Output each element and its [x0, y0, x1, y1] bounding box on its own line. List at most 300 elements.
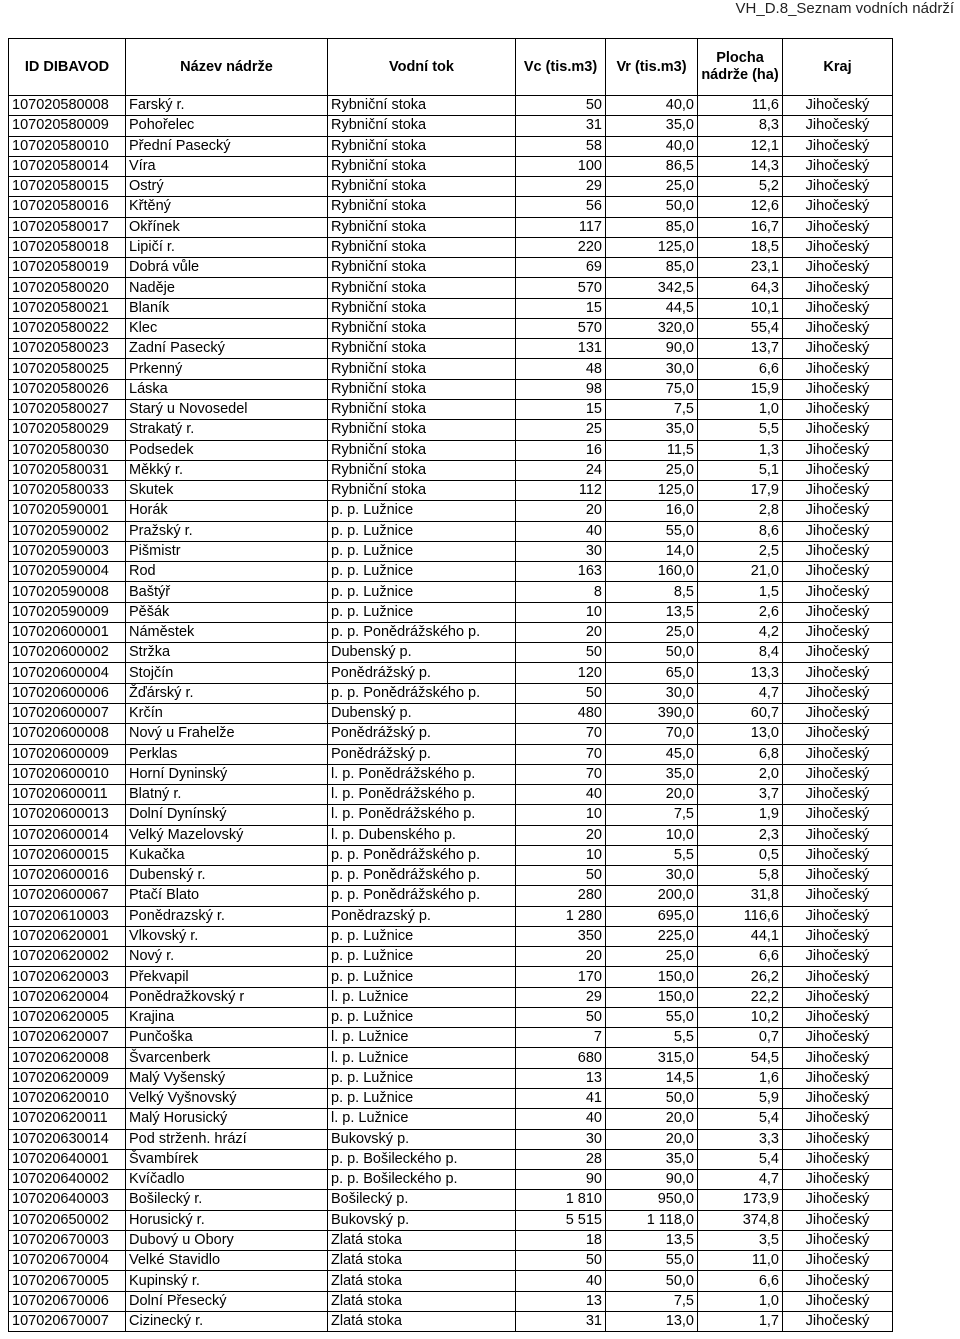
- cell-vr: 85,0: [606, 258, 698, 278]
- table-row: [9, 562, 893, 582]
- cell-region: Jihočeský: [783, 825, 893, 845]
- cell-area: 1,0: [698, 1291, 783, 1311]
- cell-stream: Rybniční stoka: [328, 156, 516, 176]
- cell-vc: 50: [516, 1251, 606, 1271]
- header-region: Kraj: [783, 39, 893, 96]
- cell-vc: 30: [516, 541, 606, 561]
- table-row: [9, 1311, 893, 1331]
- table-row: [9, 1251, 893, 1271]
- cell-region: Jihočeský: [783, 703, 893, 723]
- cell-region: Jihočeský: [783, 1190, 893, 1210]
- cell-vr: 150,0: [606, 967, 698, 987]
- cell-stream: l. p. Lužnice: [328, 1048, 516, 1068]
- cell-name: Dubenský r.: [126, 866, 328, 886]
- cell-id: 107020590004: [9, 562, 126, 582]
- cell-area: 26,2: [698, 967, 783, 987]
- cell-area: 13,7: [698, 339, 783, 359]
- cell-id: 107020650002: [9, 1210, 126, 1230]
- cell-name: Pod strženh. hrází: [126, 1129, 328, 1149]
- cell-region: Jihočeský: [783, 359, 893, 379]
- cell-vr: 7,5: [606, 399, 698, 419]
- cell-vc: 13: [516, 1291, 606, 1311]
- cell-name: Baštýř: [126, 582, 328, 602]
- header-id: ID DIBAVOD: [9, 39, 126, 96]
- cell-stream: l. p. Ponědrážského p.: [328, 805, 516, 825]
- cell-vr: 125,0: [606, 481, 698, 501]
- cell-area: 3,7: [698, 785, 783, 805]
- cell-area: 8,4: [698, 643, 783, 663]
- cell-name: Dubový u Obory: [126, 1230, 328, 1250]
- cell-vc: 70: [516, 764, 606, 784]
- table-row: [9, 886, 893, 906]
- cell-region: Jihočeský: [783, 764, 893, 784]
- cell-region: Jihočeský: [783, 582, 893, 602]
- cell-vc: 117: [516, 217, 606, 237]
- cell-name: Stojčín: [126, 663, 328, 683]
- cell-id: 107020630014: [9, 1129, 126, 1149]
- cell-region: Jihočeský: [783, 663, 893, 683]
- table-row: [9, 481, 893, 501]
- cell-vr: 90,0: [606, 339, 698, 359]
- table-row: [9, 258, 893, 278]
- table-row: [9, 1068, 893, 1088]
- cell-id: 107020620010: [9, 1089, 126, 1109]
- table-row: [9, 1109, 893, 1129]
- cell-region: Jihočeský: [783, 724, 893, 744]
- cell-area: 1,0: [698, 399, 783, 419]
- cell-stream: Zlatá stoka: [328, 1271, 516, 1291]
- cell-vc: 120: [516, 663, 606, 683]
- cell-name: Klec: [126, 318, 328, 338]
- cell-stream: p. p. Lužnice: [328, 926, 516, 946]
- cell-area: 5,1: [698, 460, 783, 480]
- cell-vc: 10: [516, 602, 606, 622]
- cell-name: Ponědrazský r.: [126, 906, 328, 926]
- header-area: Plocha nádrže (ha): [698, 39, 783, 96]
- cell-id: 107020590002: [9, 521, 126, 541]
- cell-region: Jihočeský: [783, 521, 893, 541]
- table-row: [9, 764, 893, 784]
- table-row: [9, 643, 893, 663]
- cell-id: 107020600014: [9, 825, 126, 845]
- cell-name: Naděje: [126, 278, 328, 298]
- cell-id: 107020600016: [9, 866, 126, 886]
- table-row: [9, 541, 893, 561]
- cell-region: Jihočeský: [783, 1170, 893, 1190]
- cell-id: 107020580018: [9, 237, 126, 257]
- cell-stream: p. p. Ponědrážského p.: [328, 845, 516, 865]
- cell-stream: Zlatá stoka: [328, 1291, 516, 1311]
- cell-area: 1,3: [698, 440, 783, 460]
- cell-name: Kupinský r.: [126, 1271, 328, 1291]
- cell-vr: 50,0: [606, 1089, 698, 1109]
- table-row: [9, 359, 893, 379]
- cell-vc: 50: [516, 1007, 606, 1027]
- cell-id: 107020640002: [9, 1170, 126, 1190]
- cell-region: Jihočeský: [783, 420, 893, 440]
- cell-name: Kvíčadlo: [126, 1170, 328, 1190]
- cell-vc: 170: [516, 967, 606, 987]
- cell-region: Jihočeský: [783, 1149, 893, 1169]
- cell-stream: Rybniční stoka: [328, 379, 516, 399]
- cell-region: Jihočeský: [783, 237, 893, 257]
- cell-id: 107020670005: [9, 1271, 126, 1291]
- cell-stream: p. p. Lužnice: [328, 1068, 516, 1088]
- cell-stream: p. p. Lužnice: [328, 1089, 516, 1109]
- cell-vr: 90,0: [606, 1170, 698, 1190]
- cell-region: Jihočeský: [783, 602, 893, 622]
- cell-region: Jihočeský: [783, 136, 893, 156]
- cell-area: 13,0: [698, 724, 783, 744]
- cell-area: 17,9: [698, 481, 783, 501]
- cell-region: Jihočeský: [783, 298, 893, 318]
- cell-name: Pohořelec: [126, 116, 328, 136]
- cell-id: 107020580033: [9, 481, 126, 501]
- cell-name: Zadní Pasecký: [126, 339, 328, 359]
- cell-area: 6,6: [698, 947, 783, 967]
- cell-region: Jihočeský: [783, 481, 893, 501]
- cell-vc: 7: [516, 1028, 606, 1048]
- cell-stream: p. p. Ponědrážského p.: [328, 866, 516, 886]
- cell-id: 107020580017: [9, 217, 126, 237]
- cell-id: 107020590008: [9, 582, 126, 602]
- cell-name: Švambírek: [126, 1149, 328, 1169]
- cell-area: 2,3: [698, 825, 783, 845]
- cell-vc: 28: [516, 1149, 606, 1169]
- cell-area: 18,5: [698, 237, 783, 257]
- cell-area: 10,2: [698, 1007, 783, 1027]
- cell-area: 173,9: [698, 1190, 783, 1210]
- cell-region: Jihočeský: [783, 217, 893, 237]
- cell-id: 107020600009: [9, 744, 126, 764]
- cell-stream: p. p. Lužnice: [328, 1007, 516, 1027]
- cell-area: 1,6: [698, 1068, 783, 1088]
- table-row: [9, 177, 893, 197]
- cell-area: 6,6: [698, 359, 783, 379]
- cell-vc: 20: [516, 501, 606, 521]
- cell-area: 3,3: [698, 1129, 783, 1149]
- reservoir-table: [8, 38, 893, 1332]
- table-row: [9, 683, 893, 703]
- cell-vc: 20: [516, 622, 606, 642]
- cell-area: 2,0: [698, 764, 783, 784]
- cell-id: 107020600011: [9, 785, 126, 805]
- cell-vr: 85,0: [606, 217, 698, 237]
- cell-stream: Rybniční stoka: [328, 318, 516, 338]
- cell-id: 107020580025: [9, 359, 126, 379]
- cell-vr: 20,0: [606, 1129, 698, 1149]
- cell-stream: p. p. Lužnice: [328, 541, 516, 561]
- cell-vc: 40: [516, 1109, 606, 1129]
- table-row: [9, 1190, 893, 1210]
- cell-id: 107020640001: [9, 1149, 126, 1169]
- cell-vr: 7,5: [606, 805, 698, 825]
- cell-region: Jihočeský: [783, 399, 893, 419]
- cell-vc: 100: [516, 156, 606, 176]
- cell-id: 107020620001: [9, 926, 126, 946]
- table-row: [9, 1170, 893, 1190]
- table-row: [9, 947, 893, 967]
- table-row: [9, 197, 893, 217]
- cell-name: Pražský r.: [126, 521, 328, 541]
- cell-area: 6,8: [698, 744, 783, 764]
- cell-name: Kukačka: [126, 845, 328, 865]
- cell-vr: 20,0: [606, 1109, 698, 1129]
- cell-name: Skutek: [126, 481, 328, 501]
- cell-stream: Ponědrážský p.: [328, 724, 516, 744]
- cell-area: 5,2: [698, 177, 783, 197]
- cell-stream: p. p. Bošileckého p.: [328, 1149, 516, 1169]
- cell-stream: Zlatá stoka: [328, 1230, 516, 1250]
- cell-vc: 40: [516, 521, 606, 541]
- cell-vr: 342,5: [606, 278, 698, 298]
- cell-region: Jihočeský: [783, 643, 893, 663]
- cell-vr: 25,0: [606, 947, 698, 967]
- cell-region: Jihočeský: [783, 1068, 893, 1088]
- cell-name: Horák: [126, 501, 328, 521]
- cell-id: 107020580010: [9, 136, 126, 156]
- cell-stream: Dubenský p.: [328, 643, 516, 663]
- cell-vc: 41: [516, 1089, 606, 1109]
- cell-name: Starý u Novosedel: [126, 399, 328, 419]
- cell-vc: 56: [516, 197, 606, 217]
- cell-vr: 25,0: [606, 177, 698, 197]
- cell-area: 12,1: [698, 136, 783, 156]
- table-row: [9, 906, 893, 926]
- cell-stream: Rybniční stoka: [328, 440, 516, 460]
- table-row: [9, 602, 893, 622]
- cell-area: 5,8: [698, 866, 783, 886]
- cell-name: Stržka: [126, 643, 328, 663]
- cell-stream: Ponědrazský p.: [328, 906, 516, 926]
- table-row: [9, 926, 893, 946]
- table-row: [9, 1089, 893, 1109]
- cell-name: Ostrý: [126, 177, 328, 197]
- cell-vr: 55,0: [606, 1251, 698, 1271]
- cell-id: 107020580023: [9, 339, 126, 359]
- cell-vr: 5,5: [606, 845, 698, 865]
- cell-region: Jihočeský: [783, 278, 893, 298]
- cell-name: Cizinecký r.: [126, 1311, 328, 1331]
- cell-name: Dobrá vůle: [126, 258, 328, 278]
- cell-id: 107020580027: [9, 399, 126, 419]
- cell-area: 2,8: [698, 501, 783, 521]
- table-row: [9, 805, 893, 825]
- cell-area: 22,2: [698, 987, 783, 1007]
- cell-vr: 35,0: [606, 116, 698, 136]
- cell-stream: l. p. Dubenského p.: [328, 825, 516, 845]
- cell-id: 107020580029: [9, 420, 126, 440]
- cell-area: 5,5: [698, 420, 783, 440]
- cell-vc: 69: [516, 258, 606, 278]
- cell-area: 0,7: [698, 1028, 783, 1048]
- cell-name: Láska: [126, 379, 328, 399]
- cell-vr: 20,0: [606, 785, 698, 805]
- cell-area: 8,6: [698, 521, 783, 541]
- cell-id: 107020600015: [9, 845, 126, 865]
- cell-vc: 50: [516, 866, 606, 886]
- table-row: [9, 379, 893, 399]
- cell-stream: p. p. Lužnice: [328, 602, 516, 622]
- cell-name: Dolní Dynínský: [126, 805, 328, 825]
- header-name: Název nádrže: [126, 39, 328, 96]
- cell-vr: 44,5: [606, 298, 698, 318]
- cell-vr: 50,0: [606, 197, 698, 217]
- cell-id: 107020670006: [9, 1291, 126, 1311]
- cell-vc: 50: [516, 643, 606, 663]
- cell-stream: Rybniční stoka: [328, 197, 516, 217]
- cell-stream: Rybniční stoka: [328, 278, 516, 298]
- cell-vr: 695,0: [606, 906, 698, 926]
- cell-area: 54,5: [698, 1048, 783, 1068]
- cell-stream: Rybniční stoka: [328, 237, 516, 257]
- cell-area: 11,0: [698, 1251, 783, 1271]
- cell-area: 116,6: [698, 906, 783, 926]
- cell-name: Blaník: [126, 298, 328, 318]
- cell-stream: l. p. Lužnice: [328, 987, 516, 1007]
- cell-vr: 35,0: [606, 420, 698, 440]
- cell-region: Jihočeský: [783, 318, 893, 338]
- cell-id: 107020580031: [9, 460, 126, 480]
- cell-id: 107020610003: [9, 906, 126, 926]
- table-row: [9, 399, 893, 419]
- table-row: [9, 987, 893, 1007]
- cell-vc: 131: [516, 339, 606, 359]
- cell-region: Jihočeský: [783, 683, 893, 703]
- table-row: [9, 1149, 893, 1169]
- cell-vr: 14,5: [606, 1068, 698, 1088]
- cell-stream: Zlatá stoka: [328, 1311, 516, 1331]
- cell-stream: Rybniční stoka: [328, 298, 516, 318]
- cell-vr: 125,0: [606, 237, 698, 257]
- table-row: [9, 1129, 893, 1149]
- cell-id: 107020580022: [9, 318, 126, 338]
- cell-id: 107020620011: [9, 1109, 126, 1129]
- cell-vc: 70: [516, 724, 606, 744]
- cell-area: 14,3: [698, 156, 783, 176]
- cell-id: 107020670007: [9, 1311, 126, 1331]
- table-row: [9, 521, 893, 541]
- cell-stream: Ponědrážský p.: [328, 744, 516, 764]
- cell-vc: 680: [516, 1048, 606, 1068]
- cell-vr: 30,0: [606, 683, 698, 703]
- cell-id: 107020620003: [9, 967, 126, 987]
- table-row: [9, 460, 893, 480]
- page-label: VH_D.8_Seznam vodních nádrží: [735, 0, 954, 17]
- cell-name: Perklas: [126, 744, 328, 764]
- cell-vr: 160,0: [606, 562, 698, 582]
- cell-name: Měkký r.: [126, 460, 328, 480]
- cell-stream: Rybniční stoka: [328, 258, 516, 278]
- cell-vc: 18: [516, 1230, 606, 1250]
- cell-name: Malý Vyšenský: [126, 1068, 328, 1088]
- cell-vr: 390,0: [606, 703, 698, 723]
- cell-region: Jihočeský: [783, 622, 893, 642]
- cell-vc: 29: [516, 177, 606, 197]
- cell-id: 107020590003: [9, 541, 126, 561]
- cell-area: 6,6: [698, 1271, 783, 1291]
- cell-area: 1,5: [698, 582, 783, 602]
- table-row: [9, 156, 893, 176]
- cell-vr: 65,0: [606, 663, 698, 683]
- cell-stream: Bukovský p.: [328, 1210, 516, 1230]
- cell-id: 107020600067: [9, 886, 126, 906]
- cell-area: 0,5: [698, 845, 783, 865]
- cell-region: Jihočeský: [783, 379, 893, 399]
- cell-name: Velký Vyšnovský: [126, 1089, 328, 1109]
- cell-vc: 13: [516, 1068, 606, 1088]
- cell-region: Jihočeský: [783, 785, 893, 805]
- cell-name: Švarcenberk: [126, 1048, 328, 1068]
- cell-name: Vlkovský r.: [126, 926, 328, 946]
- cell-vr: 30,0: [606, 866, 698, 886]
- cell-vc: 112: [516, 481, 606, 501]
- cell-name: Farský r.: [126, 96, 328, 116]
- cell-region: Jihočeský: [783, 1028, 893, 1048]
- table-row: [9, 622, 893, 642]
- cell-id: 107020620004: [9, 987, 126, 1007]
- cell-id: 107020620009: [9, 1068, 126, 1088]
- cell-stream: p. p. Lužnice: [328, 582, 516, 602]
- cell-name: Prkenný: [126, 359, 328, 379]
- cell-region: Jihočeský: [783, 258, 893, 278]
- cell-vr: 200,0: [606, 886, 698, 906]
- cell-area: 374,8: [698, 1210, 783, 1230]
- cell-vr: 35,0: [606, 764, 698, 784]
- cell-area: 12,6: [698, 197, 783, 217]
- cell-stream: p. p. Lužnice: [328, 562, 516, 582]
- cell-area: 5,4: [698, 1109, 783, 1129]
- table-row: [9, 278, 893, 298]
- cell-name: Velký Mazelovský: [126, 825, 328, 845]
- cell-stream: Zlatá stoka: [328, 1251, 516, 1271]
- cell-id: 107020620007: [9, 1028, 126, 1048]
- table-row: [9, 866, 893, 886]
- cell-name: Horusický r.: [126, 1210, 328, 1230]
- cell-vc: 20: [516, 825, 606, 845]
- cell-id: 107020620008: [9, 1048, 126, 1068]
- cell-area: 1,7: [698, 1311, 783, 1331]
- cell-vr: 40,0: [606, 96, 698, 116]
- cell-region: Jihočeský: [783, 501, 893, 521]
- cell-vr: 13,5: [606, 602, 698, 622]
- cell-region: Jihočeský: [783, 926, 893, 946]
- cell-area: 2,5: [698, 541, 783, 561]
- cell-area: 10,1: [698, 298, 783, 318]
- cell-id: 107020670004: [9, 1251, 126, 1271]
- cell-stream: Rybniční stoka: [328, 116, 516, 136]
- table-row: [9, 237, 893, 257]
- cell-vr: 30,0: [606, 359, 698, 379]
- cell-name: Nový u Frahelže: [126, 724, 328, 744]
- cell-region: Jihočeský: [783, 1048, 893, 1068]
- cell-region: Jihočeský: [783, 1007, 893, 1027]
- cell-region: Jihočeský: [783, 460, 893, 480]
- cell-vc: 350: [516, 926, 606, 946]
- cell-stream: p. p. Bošileckého p.: [328, 1170, 516, 1190]
- table-row: [9, 1271, 893, 1291]
- cell-area: 16,7: [698, 217, 783, 237]
- cell-name: Pišmistr: [126, 541, 328, 561]
- cell-name: Strakatý r.: [126, 420, 328, 440]
- cell-region: Jihočeský: [783, 197, 893, 217]
- cell-name: Bošilecký r.: [126, 1190, 328, 1210]
- table-row: [9, 1291, 893, 1311]
- cell-name: Podsedek: [126, 440, 328, 460]
- table-body: [9, 96, 893, 1332]
- cell-region: Jihočeský: [783, 1271, 893, 1291]
- cell-area: 64,3: [698, 278, 783, 298]
